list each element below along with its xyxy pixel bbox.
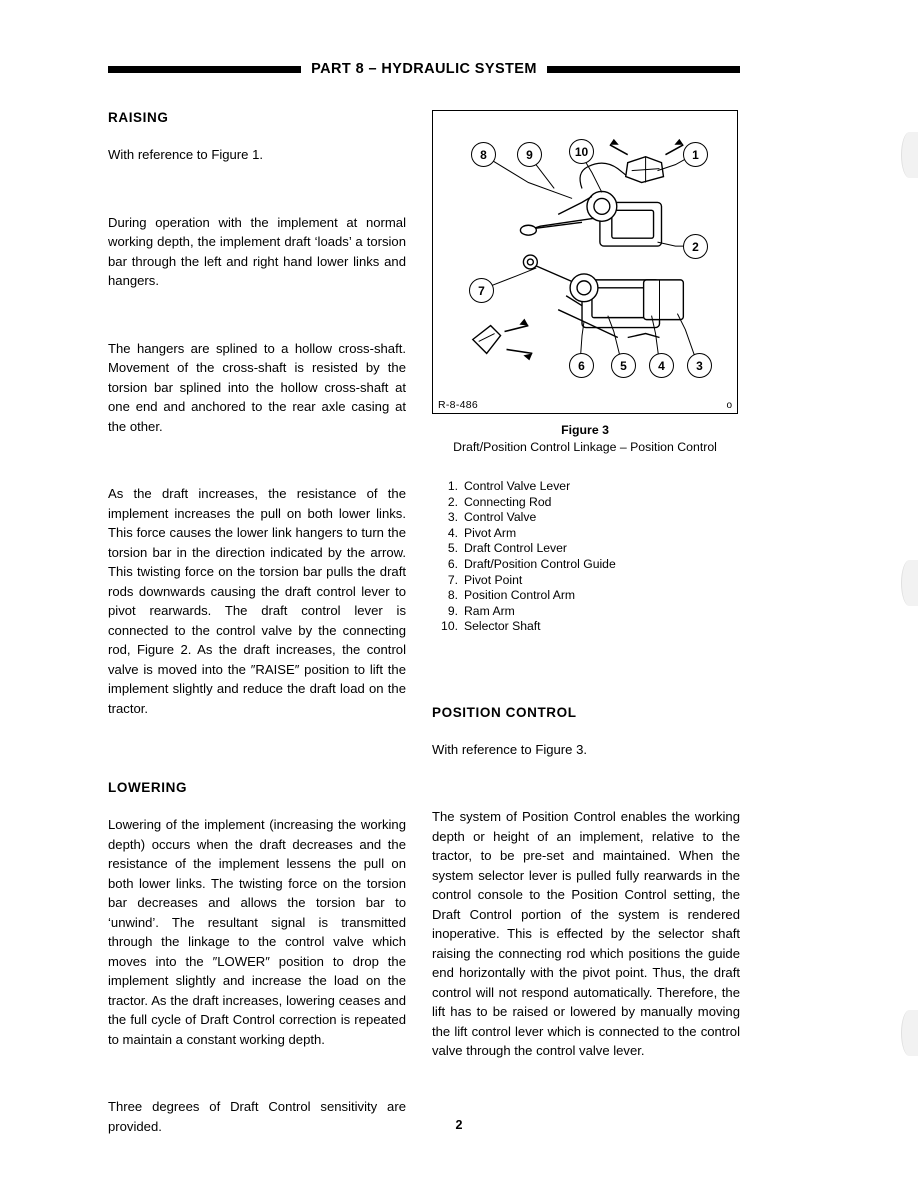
raising-heading: RAISING [108, 110, 169, 125]
page-number: 2 [455, 1118, 463, 1132]
legend-number: 3. [447, 510, 458, 525]
figure-callout-8: 8 [471, 142, 496, 167]
legend-number: 2. [447, 494, 458, 509]
list-item [432, 495, 740, 511]
legend-number: 10. [441, 619, 458, 634]
figure-callout-1: 1 [683, 142, 708, 167]
list-item [432, 541, 740, 557]
legend-number: 6. [447, 556, 458, 571]
raising-paragraph-2: During operation with the implement at normal working depth, the implement draft ‘loads’ a torsion bar through the left and right hand lower links and hangers. [108, 214, 406, 288]
figure-caption [432, 423, 738, 454]
legend-label: Pivot Arm [464, 525, 517, 540]
figure-corner-mark: o [726, 400, 732, 411]
figure-callout-7: 7 [469, 278, 494, 303]
page-edge-mark [901, 560, 918, 606]
list-item [432, 479, 740, 495]
lowering-heading: LOWERING [108, 780, 188, 795]
figure-callout-4: 4 [649, 353, 674, 378]
position-control-paragraph-1: With reference to Figure 3. [432, 741, 588, 757]
figure-callout-3: 3 [687, 353, 712, 378]
figure-callout-10: 10 [569, 139, 594, 164]
page-edge-mark [901, 1010, 918, 1056]
list-item [432, 557, 740, 573]
legend-number: 1. [447, 479, 458, 493]
section-spacer [432, 635, 740, 705]
left-column [108, 110, 406, 1136]
figure-description: Draft/Position Control Linkage – Position Control [453, 440, 717, 454]
list-item [432, 526, 740, 542]
legend-label: Selector Shaft [464, 619, 541, 634]
paragraph-spacer [432, 781, 740, 807]
legend-label: Control Valve Lever [464, 479, 571, 493]
right-column [432, 110, 740, 1061]
figure-number: Figure 3 [561, 423, 609, 437]
position-control-heading: POSITION CONTROL [432, 704, 577, 720]
page-header [108, 58, 740, 80]
section-spacer [108, 740, 406, 780]
paragraph-spacer [108, 458, 406, 484]
paragraph-spacer [108, 187, 406, 213]
page-edge-mark [901, 132, 918, 178]
raising-paragraph-4: As the draft increases, the resistance of the implement increases the pull on both lower links. This force causes the lower link hangers to turn the torsion bar in the direction indicated by the arrow. This twisting force on the torsion bar pulls the draft rods downwards causing the draft control lever to pivot rearwards. The draft control lever is connected to the control valve by the connecting rod, Figure 2. As the draft increases, the control valve is moved into the ″RAISE″ position to lift the implement slightly and reduce the draft load on the tractor. [108, 486, 406, 716]
legend-label: Position Control Arm [464, 588, 576, 603]
legend-number: 9. [447, 603, 458, 618]
figure-callout-9: 9 [517, 142, 542, 167]
paragraph-spacer [108, 1071, 406, 1097]
list-item [432, 604, 740, 620]
legend-number: 7. [447, 572, 458, 587]
lowering-paragraph-1: Lowering of the implement (increasing the working depth) occurs when the draft decreases and the resistance of the implement lessens the pull on both lower links. The twisting force on the torsion bar decreases and allows the torsion bar to ‘unwind’. The resultant signal is transmitted through the linkage to the control valve which moves into the ″LOWER″ position to drop the implement slightly and increase the load on the tractor. As the draft increases, lowering ceases and the full cycle of Draft Control correction is repeated to maintain a constant working depth. [108, 817, 406, 1047]
figure-3-image [432, 110, 738, 414]
list-item [432, 510, 740, 526]
legend-label: Draft Control Lever [464, 541, 567, 556]
legend-label: Control Valve [464, 510, 537, 525]
figure-callout-2: 2 [683, 234, 708, 259]
legend-label: Pivot Point [464, 572, 523, 587]
figure-callout-5: 5 [611, 353, 636, 378]
raising-paragraph-1: With reference to Figure 1. [108, 147, 264, 162]
list-item [432, 619, 740, 635]
paragraph-spacer [108, 313, 406, 339]
position-control-paragraph-2: The system of Position Control enables the working depth or height of an implement, relative to the tractor, to be pre-set and maintained. When the system selector lever is pulled fully rearwards in the control console to the Position Control setting, the Draft Control portion of the system is rendered inoperative. This is effected by the selector shaft raising the connecting rod which positions the guide end horizontally with the pivot point. Thus, the draft control will not respond automatically. Therefore, the lift has to be raised or lowered by manually moving the lift control lever which is connected to the control valve through the control valve lever. [432, 809, 740, 1059]
list-item [432, 573, 740, 589]
legend-number: 5. [447, 541, 458, 556]
figure-reference-code: R-8-486 [438, 399, 479, 411]
header-rule-right [547, 66, 740, 73]
raising-paragraph-3: The hangers are splined to a hollow cross-shaft. Movement of the cross-shaft is resisted by the torsion bar splined into the hollow cross-shaft at one end and anchored to the rear axle casing at the other. [108, 340, 406, 434]
list-item [432, 588, 740, 604]
lowering-paragraph-2: Three degrees of Draft Control sensitivity are provided. [108, 1099, 406, 1134]
figure-callout-6: 6 [569, 353, 594, 378]
figure-legend-list [432, 479, 740, 635]
legend-label: Ram Arm [464, 603, 515, 618]
legend-label: Connecting Rod [464, 494, 552, 509]
legend-label: Draft/Position Control Guide [464, 556, 616, 571]
legend-number: 8. [447, 588, 458, 603]
header-title: PART 8 – HYDRAULIC SYSTEM [311, 61, 537, 77]
header-rule-left [108, 66, 301, 73]
legend-number: 4. [447, 525, 458, 540]
